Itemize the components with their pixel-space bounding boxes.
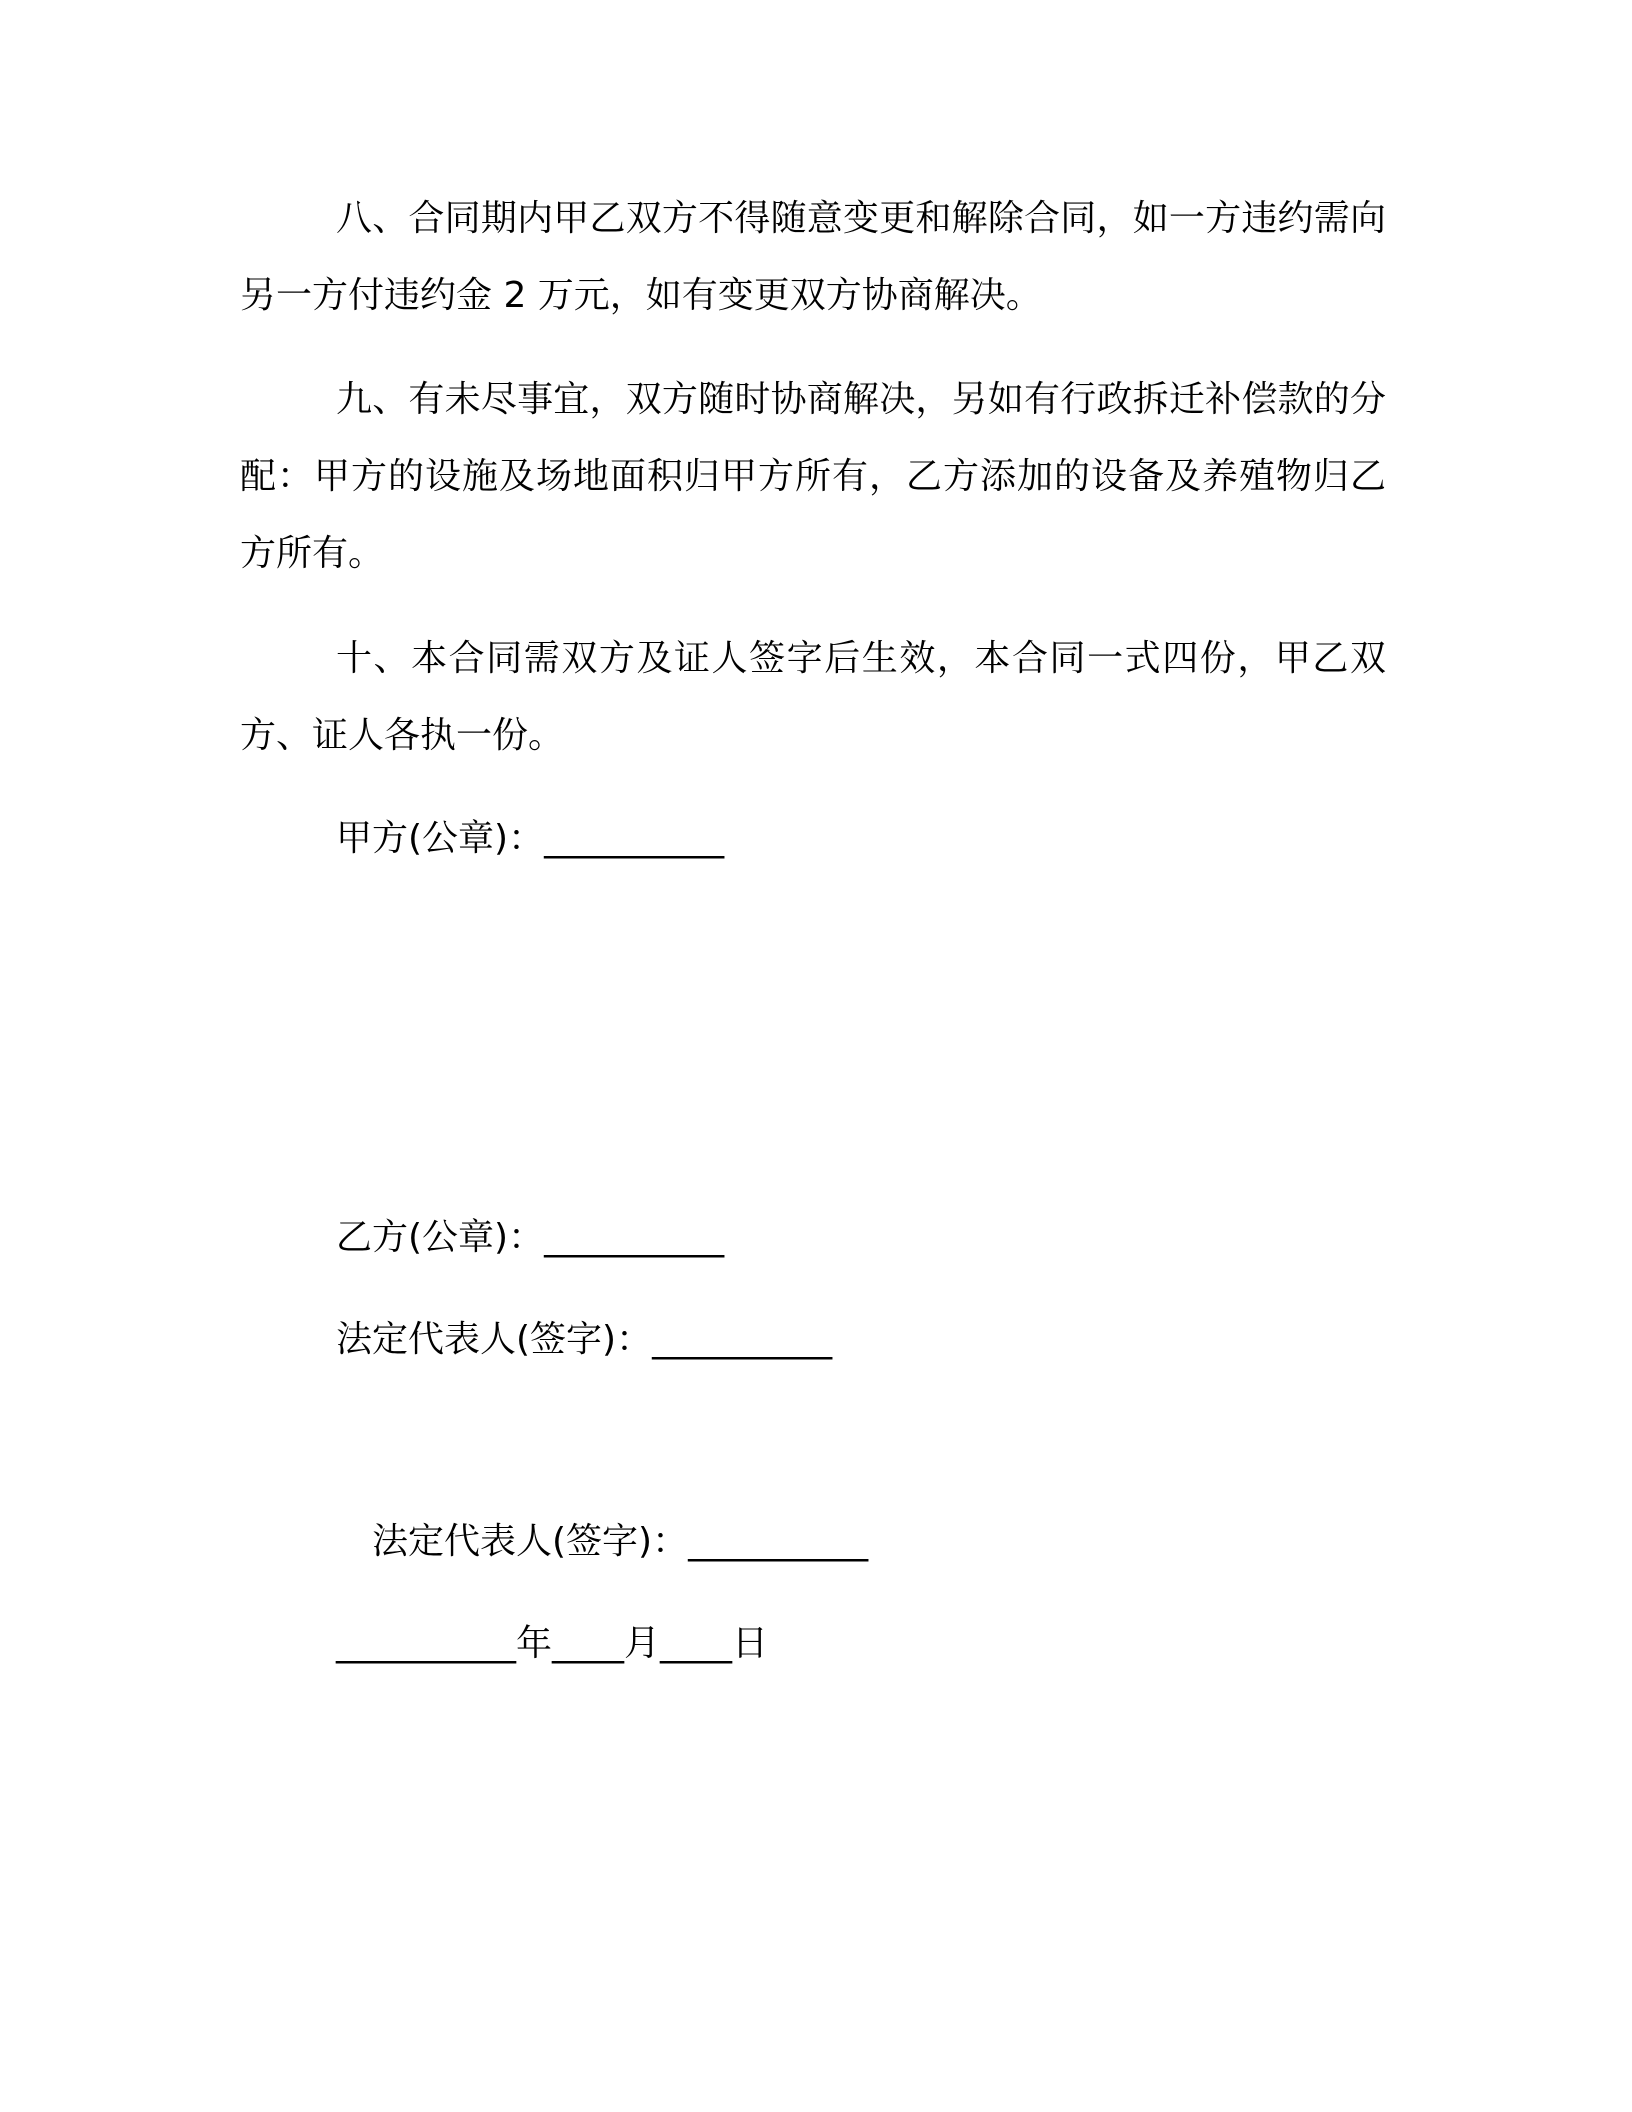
legal-representative-signature-line-second: 法定代表人(签字)：__________: [372, 1521, 869, 1562]
party-a-seal-line: 甲方(公章)：__________: [336, 818, 725, 859]
date-line: __________年____月____日: [336, 1623, 768, 1664]
legal-representative-signature-line: 法定代表人(签字)：__________: [336, 1319, 833, 1360]
clause-9-paragraph: 九、有未尽事宜，双方随时协商解决，另如有行政拆迁补偿款的分配：甲方的设施及场地面积归甲方所有，乙方添加的设备及养殖物归乙方所有。: [240, 379, 1386, 574]
clause-8-paragraph: 八、合同期内甲乙双方不得随意变更和解除合同，如一方违约需向另一方付违约金 2 万元，如有变更双方协商解决。: [240, 198, 1386, 316]
party-b-seal-line: 乙方(公章)：__________: [336, 1217, 725, 1258]
clause-10-paragraph: 十、本合同需双方及证人签字后生效，本合同一式四份，甲乙双方、证人各执一份。: [240, 638, 1386, 756]
